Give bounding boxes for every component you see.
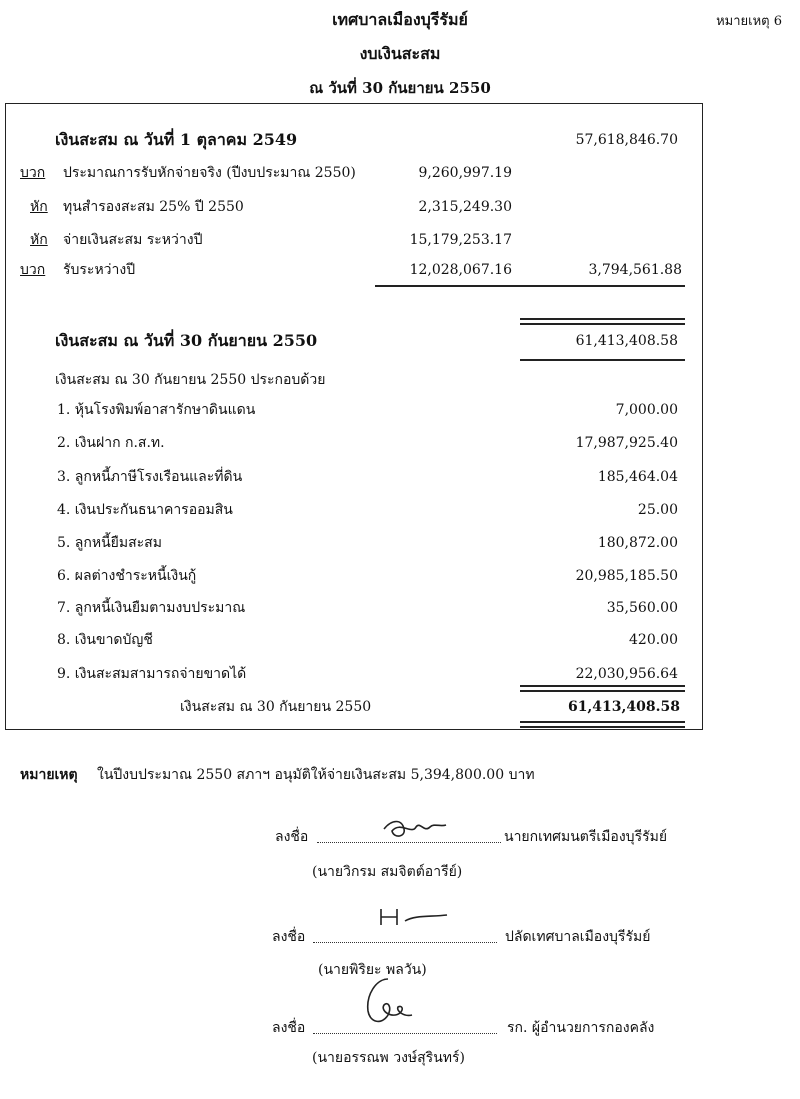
- closing-label: เงินสะสม ณ วันที่ 30 กันยายน 2550: [55, 331, 318, 350]
- closing-top-rule: [520, 318, 685, 320]
- movement-label: ประมาณการรับหักจ่ายจริง (ปีงบประมาณ 2550): [63, 165, 356, 181]
- statement-title: งบเงินสะสม: [359, 44, 441, 63]
- item-label: 8. เงินขาดบัญชี: [57, 632, 153, 648]
- total-top-rule: [520, 690, 685, 692]
- item-amount: 20,985,185.50: [575, 568, 678, 584]
- signer-title: รก. ผู้อำนวยการกองคลัง: [507, 1020, 655, 1036]
- list-item: [0, 531, 800, 555]
- opening-label: เงินสะสม ณ วันที่ 1 ตุลาคม 2549: [55, 130, 298, 149]
- item-label: 6. ผลต่างชำระหนี้เงินกู้: [57, 568, 197, 584]
- item-amount: 17,987,925.40: [575, 435, 678, 451]
- item-label: 2. เงินฝาก ก.ส.ท.: [57, 435, 165, 451]
- movement-row: [0, 195, 800, 219]
- composition-total-amount: 61,413,408.58: [567, 699, 680, 715]
- item-amount: 420.00: [629, 632, 678, 648]
- item-label: 3. ลูกหนี้ภาษีโรงเรือนและที่ดิน: [57, 469, 243, 485]
- signer-name: (นายอรรณพ วงษ์สุรินทร์): [312, 1050, 465, 1066]
- list-item: [0, 662, 800, 686]
- movement-prefix: หัก: [30, 232, 48, 248]
- footnote-text: ในปีงบประมาณ 2550 สภาฯ อนุมัติให้จ่ายเงินสะสม 5,394,800.00 บาท: [97, 767, 535, 783]
- composition-heading: เงินสะสม ณ 30 กันยายน 2550 ประกอบด้วย: [55, 372, 326, 388]
- signature-mark: [380, 815, 450, 843]
- movement-amount: 15,179,253.17: [409, 232, 512, 248]
- org-title: เทศบาลเมืองบุรีรัมย์: [332, 10, 468, 29]
- signature-dotted-line: [313, 930, 497, 943]
- composition-total-row: [0, 695, 800, 719]
- footnote-label: หมายเหตุ: [20, 767, 78, 783]
- total-bottom-rule: [520, 726, 685, 728]
- signer-name: (นายวิกรม สมจิตต์อารีย์): [312, 864, 463, 880]
- list-item: [0, 596, 800, 620]
- movement-label: รับระหว่างปี: [63, 262, 136, 278]
- movement-amount: 9,260,997.19: [418, 165, 512, 181]
- signer-name-row: [0, 1046, 800, 1070]
- closing-amount: 61,413,408.58: [575, 333, 678, 349]
- item-amount: 35,560.00: [606, 600, 678, 616]
- item-label: 7. ลูกหนี้เงินยืมตามงบประมาณ: [57, 600, 246, 616]
- sign-prefix: ลงชื่อ: [272, 1020, 306, 1036]
- movement-amount: 12,028,067.16: [409, 262, 512, 278]
- subtotal-rule: [375, 285, 685, 287]
- item-amount: 7,000.00: [615, 402, 678, 418]
- closing-balance-row: [0, 329, 800, 353]
- item-label: 4. เงินประกันธนาคารออมสิน: [57, 502, 233, 518]
- sign-prefix: ลงชื่อ: [275, 829, 309, 845]
- movement-prefix: บวก: [20, 165, 46, 181]
- item-amount: 185,464.04: [597, 469, 678, 485]
- composition-heading-row: [0, 368, 800, 392]
- note-reference: หมายเหตุ 6: [716, 14, 782, 29]
- item-label: 1. หุ้นโรงพิมพ์อาสารักษาดินแดน: [57, 402, 256, 418]
- signer-title: ปลัดเทศบาลเมืองบุรีรัมย์: [505, 929, 651, 945]
- movement-label: ทุนสำรองสะสม 25% ปี 2550: [63, 199, 244, 215]
- item-amount: 22,030,956.64: [575, 666, 678, 682]
- closing-top-rule: [520, 323, 685, 325]
- item-label: 5. ลูกหนี้ยืมสะสม: [57, 535, 162, 551]
- footnote: [0, 763, 800, 787]
- movement-prefix: บวก: [20, 262, 46, 278]
- signer-name: (นายพิริยะ พลวัน): [318, 962, 427, 978]
- composition-total-label: เงินสะสม ณ 30 กันยายน 2550: [180, 699, 372, 715]
- item-amount: 180,872.00: [597, 535, 678, 551]
- statement-date: ณ วันที่ 30 กันยายน 2550: [309, 79, 491, 97]
- total-top-rule: [520, 685, 685, 687]
- movement-net-total: 3,794,561.88: [588, 262, 682, 278]
- sign-prefix: ลงชื่อ: [272, 929, 306, 945]
- movement-row: [0, 258, 800, 282]
- signature-mark: [358, 975, 418, 1030]
- opening-amount: 57,618,846.70: [575, 132, 678, 148]
- movement-label: จ่ายเงินสะสม ระหว่างปี: [63, 232, 203, 248]
- item-amount: 25.00: [637, 502, 678, 518]
- movement-amount: 2,315,249.30: [418, 199, 512, 215]
- list-item: [0, 498, 800, 522]
- list-item: [0, 465, 800, 489]
- list-item: [0, 431, 800, 455]
- list-item: [0, 628, 800, 652]
- movement-row: [0, 228, 800, 252]
- item-label: 9. เงินสะสมสามารถจ่ายขาดได้: [57, 666, 247, 682]
- closing-bottom-rule: [520, 359, 685, 361]
- opening-balance-row: [0, 128, 800, 152]
- list-item: [0, 564, 800, 588]
- movement-row: [0, 161, 800, 185]
- signer-name-row: [0, 860, 800, 884]
- total-bottom-rule: [520, 721, 685, 723]
- signature-mark: [375, 905, 455, 931]
- list-item: [0, 398, 800, 422]
- movement-prefix: หัก: [30, 199, 48, 215]
- signer-title: นายกเทศมนตรีเมืองบุรีรัมย์: [504, 829, 668, 845]
